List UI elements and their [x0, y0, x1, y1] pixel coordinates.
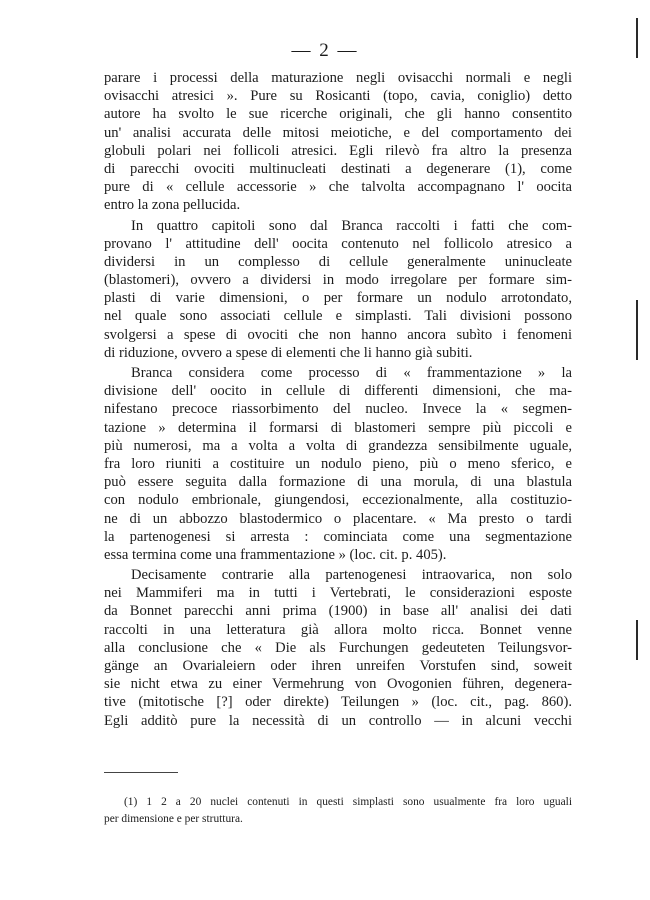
- text-line: Decisamente contrarie alla partenogenesi intraovarica, non solo: [131, 567, 572, 584]
- scan-edge-mark: [636, 18, 638, 58]
- text-line: autore ha svolto le sue ricerche originali, che gli hanno consentito: [104, 106, 572, 123]
- text-line: sie nicht etwa zu einer Vermehrung von Ovogonien führen, degenera-: [104, 676, 572, 693]
- text-line: tazione » determina il formarsi di blastomeri sempre più piccoli e: [104, 419, 572, 436]
- text-line: gänge an Ovarialeiern oder ihren unreifen Vorstufen sind, soweit: [104, 658, 572, 674]
- text-line: dividersi in un complesso di cellule generalmente uninucleate: [104, 253, 572, 270]
- text-line: pure di « cellule accessorie » che talvolta accompagnano l' oocita: [104, 179, 572, 196]
- text-line: In quattro capitoli sono dal Branca raccolti i fatti che com-: [131, 217, 572, 234]
- text-line: di parecchi ovociti multinucleati destinati a degenerare (1), come: [104, 160, 572, 177]
- text-line: nei Mammiferi ma in tutti i Vertebrati, le considerazioni esposte: [104, 585, 572, 602]
- text-line: più numerosi, ma a volta a volta di grandezza sensibilmente uguale,: [104, 437, 572, 454]
- text-line: di riduzione, ovvero a spese di elementi che li hanno già subiti.: [104, 344, 473, 361]
- text-line: alla conclusione che « Die als Furchungen gedeuteten Teilungsvor-: [104, 639, 572, 656]
- footnote-divider: [104, 772, 178, 773]
- text-line: da Bonnet parecchi anni prima (1900) in base all' analisi dei dati: [104, 603, 572, 620]
- text-line: entro la zona pellucida.: [104, 197, 241, 214]
- text-line: con nodulo embrionale, giungendosi, eccezionalmente, alla costituzio-: [104, 492, 572, 509]
- text-line: globuli polari nei follicoli atresici. Egli rilevò fra altro la presenza: [104, 142, 572, 159]
- text-line: fra loro riuniti a costituire un nodulo pieno, più o meno sferico, e: [104, 455, 572, 472]
- text-line: la partenogenesi si arresta : cominciata come una segmentazione: [104, 528, 572, 545]
- text-line: parare i processi della maturazione negli ovisacchi normali e negli: [104, 70, 572, 86]
- text-line: raccolti in una letteratura già allora molto ricca. Bonnet venne: [104, 621, 572, 638]
- footnote: [104, 794, 572, 828]
- text-line: plasti di varie dimensioni, o per formare un nodulo arrotondato,: [104, 290, 572, 307]
- text-line: può essere seguita dalla formazione di una morula, di una blastula: [104, 474, 572, 491]
- text-line: essa termina come una frammentazione » (loc. cit. p. 405).: [104, 546, 447, 563]
- text-line: Egli additò pure la necessità di un controllo — in alcuni vecchi: [104, 712, 572, 729]
- text-line: tive (mitotische [?] oder direkte) Teilungen » (loc. cit., pag. 860).: [104, 694, 572, 711]
- text-line: (blastomeri), ovvero a dividersi in modo irregolare per formare sim-: [104, 272, 572, 289]
- footnote-line: per dimensione e per struttura.: [104, 813, 243, 825]
- text-line: un' analisi accurata delle mitosi meiotiche, e del comportamento dei: [104, 124, 572, 141]
- paragraph: [104, 566, 572, 730]
- text-line: Branca considera come processo di « frammentazione » la: [131, 365, 572, 381]
- body-text: [104, 69, 572, 730]
- page-number: — 2 —: [291, 40, 359, 61]
- text-line: svolgersi a spese di ovociti che non hanno ancora subìto i fenomeni: [104, 326, 572, 343]
- scan-edge-mark: [636, 620, 638, 660]
- text-line: nifestano precoce riassorbimento del nucleo. Invece la « segmen-: [104, 401, 572, 418]
- paragraph: [104, 217, 572, 363]
- text-line: nel quale sono associati cellule e simplasti. Tali divisioni possono: [104, 308, 572, 325]
- footnote-line: (1) 1 2 a 20 nuclei contenuti in questi simplasti sono usualmente fra loro uguali: [124, 796, 572, 808]
- paragraph: [104, 364, 572, 564]
- text-line: divisione dell' oocito in cellule di differenti dimensioni, che ma-: [104, 383, 572, 400]
- text-line: ne di un abbozzo blastodermico o placentare. « Ma presto o tardi: [104, 510, 572, 527]
- scan-edge-mark: [636, 300, 638, 360]
- paragraph: [104, 69, 572, 215]
- text-line: ovisacchi atresici ». Pure su Rosicanti (topo, cavia, coniglio) detto: [104, 88, 572, 105]
- text-line: provano l' attitudine dell' oocita contenuto nel follicolo atresico a: [104, 235, 572, 252]
